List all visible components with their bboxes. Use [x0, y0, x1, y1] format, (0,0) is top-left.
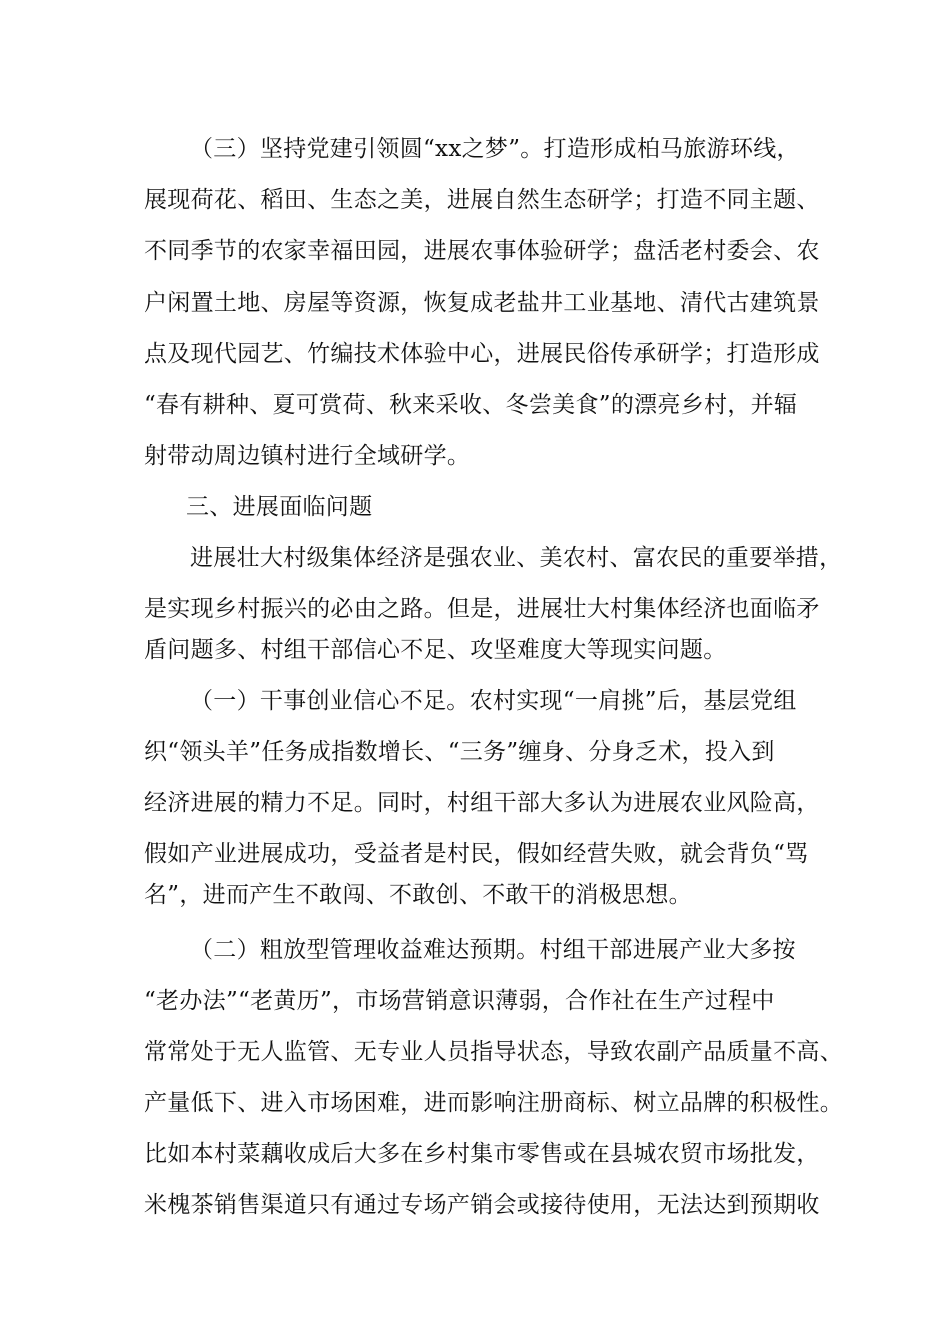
subsection-2-line-1: （二）粗放型管理收益难达预期。村组干部进展产业大多按 — [190, 937, 796, 963]
subsection-2-line-6: 米槐茶销售渠道只有通过专场产销会或接待使用，无法达到预期收 — [144, 1192, 820, 1218]
paragraph-3-line-3: 不同季节的农家幸福田园，进展农事体验研学；盘活老村委会、农 — [144, 238, 820, 264]
paragraph-3-line-4: 户闲置土地、房屋等资源，恢复成老盐井工业基地、清代古建筑景 — [144, 290, 820, 316]
intro-paragraph-line-2: 是实现乡村振兴的必由之路。但是，进展壮大村集体经济也面临矛 — [144, 596, 820, 622]
subsection-2-line-4: 产量低下、进入市场困难，进而影响注册商标、树立品牌的积极性。 — [144, 1090, 843, 1116]
paragraph-3-line-5: 点及现代园艺、竹编技术体验中心，进展民俗传承研学；打造形成 — [144, 341, 820, 367]
section-heading: 三、进展面临问题 — [186, 494, 373, 520]
subsection-1-line-2: 织“领头羊”任务成指数增长、“三务”缠身、分身乏术，投入到 — [144, 739, 775, 765]
subsection-1-line-5: 名”，进而产生不敢闯、不敢创、不敢干的消极思想。 — [144, 882, 692, 908]
intro-paragraph-line-1: 进展壮大村级集体经济是强农业、美农村、富农民的重要举措， — [190, 545, 843, 571]
subsection-2-line-5: 比如本村菜藕收成后大多在乡村集市零售或在县城农贸市场批发， — [144, 1141, 820, 1167]
subsection-1-line-3: 经济进展的精力不足。同时，村组干部大多认为进展农业风险高， — [144, 790, 820, 816]
subsection-1-line-1: （一）干事创业信心不足。农村实现“一肩挑”后，基层党组 — [190, 688, 797, 714]
paragraph-3-line-2: 展现荷花、稻田、生态之美，进展自然生态研学；打造不同主题、 — [144, 187, 820, 213]
intro-paragraph-line-3: 盾问题多、村组干部信心不足、攻坚难度大等现实问题。 — [144, 637, 727, 663]
subsection-1-line-4: 假如产业进展成功，受益者是村民，假如经营失败，就会背负“骂 — [144, 841, 809, 867]
paragraph-3-line-1: （三）坚持党建引领圆“xx之梦”。打造形成柏马旅游环线， — [190, 136, 800, 162]
subsection-2-line-3: 常常处于无人监管、无专业人员指导状态，导致农副产品质量不高、 — [144, 1039, 843, 1065]
paragraph-3-line-6: “春有耕种、夏可赏荷、秋来采收、冬尝美食”的漂亮乡村，并辐 — [144, 392, 798, 418]
subsection-2-line-2: “老办法”“老黄历”，市场营销意识薄弱，合作社在生产过程中 — [144, 988, 775, 1014]
paragraph-3-line-7: 射带动周边镇村进行全域研学。 — [144, 443, 471, 469]
